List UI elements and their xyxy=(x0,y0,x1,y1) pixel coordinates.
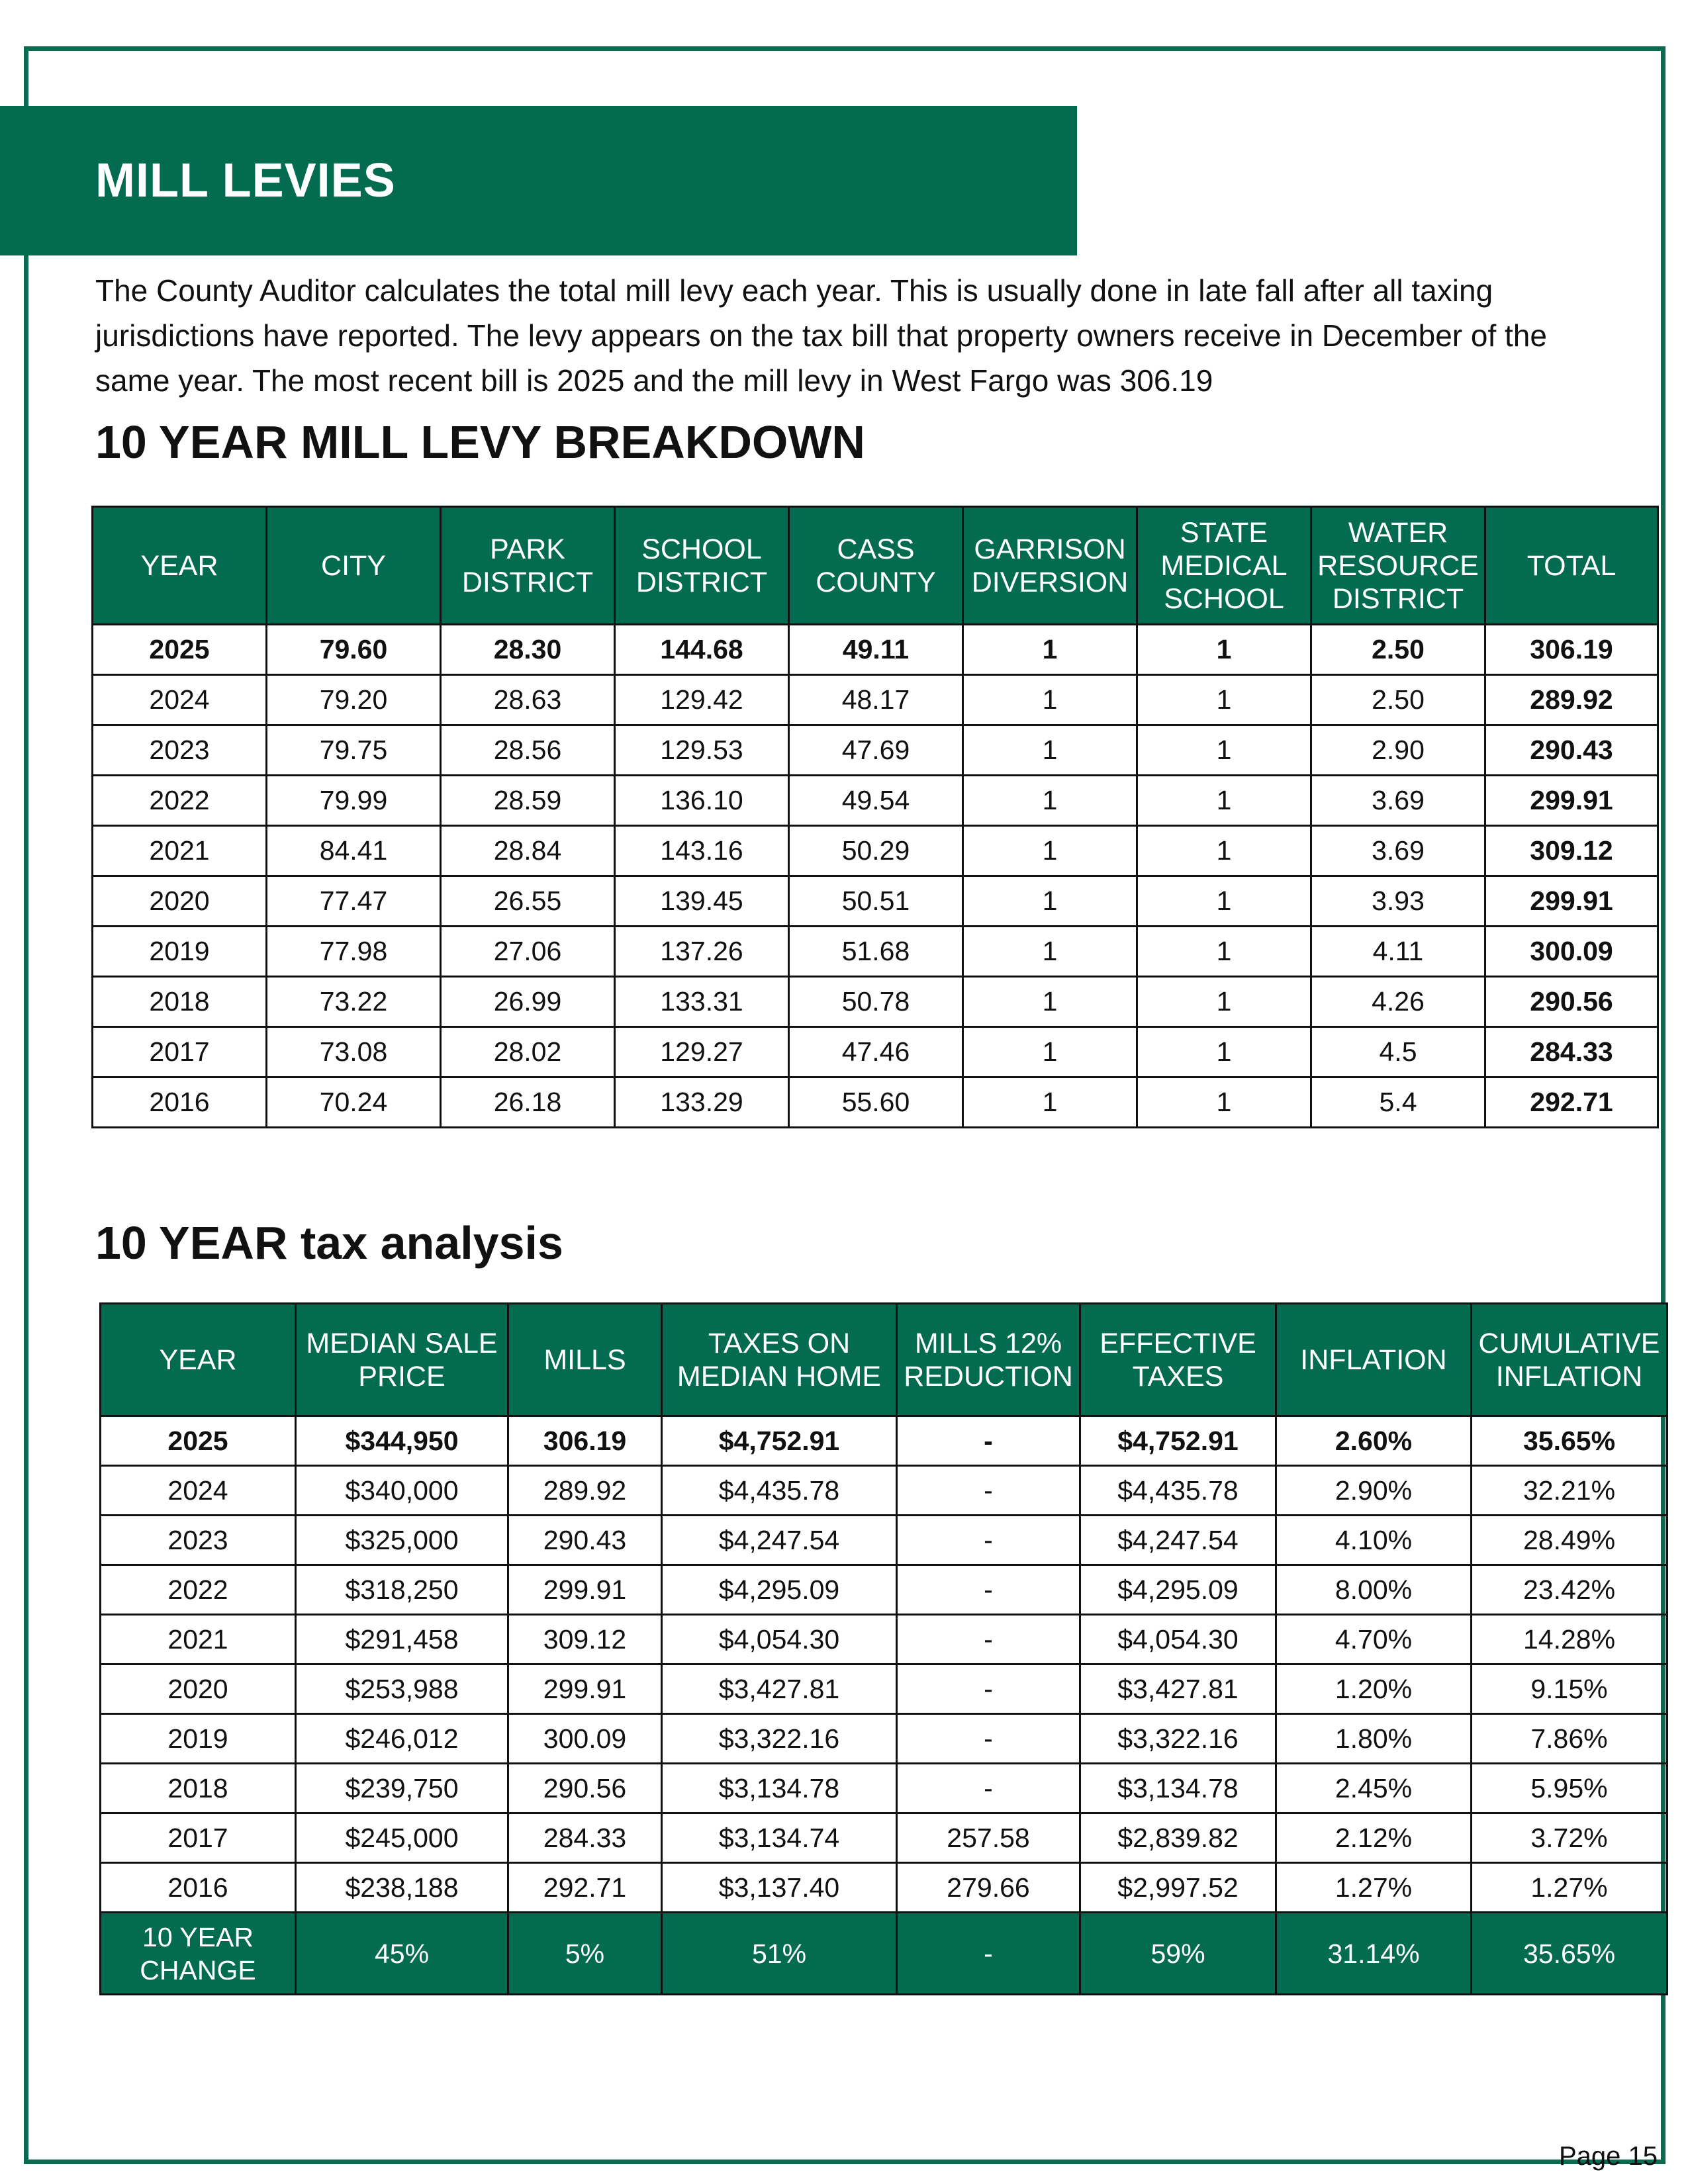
page-number: Page 15 xyxy=(1558,2142,1658,2171)
table-cell: 290.43 xyxy=(1485,725,1658,776)
table-cell: $3,427.81 xyxy=(1080,1664,1276,1714)
table-cell: 2017 xyxy=(101,1813,296,1863)
table-cell: - xyxy=(897,1764,1080,1813)
table-cell: $246,012 xyxy=(296,1714,508,1764)
table-row xyxy=(101,1664,1667,1714)
table-cell: 1 xyxy=(963,876,1137,927)
table-cell: 79.20 xyxy=(267,675,441,725)
mill-levy-header-cell: PARK DISTRICT xyxy=(441,507,615,625)
table-cell: $3,137.40 xyxy=(662,1863,897,1913)
table-cell: 28.84 xyxy=(441,826,615,876)
table-cell: 2021 xyxy=(93,826,267,876)
table-cell: 2.60% xyxy=(1276,1416,1472,1466)
table-cell: $4,247.54 xyxy=(1080,1516,1276,1565)
table-cell: 306.19 xyxy=(508,1416,662,1466)
table-cell: $325,000 xyxy=(296,1516,508,1565)
table-cell: 292.71 xyxy=(508,1863,662,1913)
table-cell: 2022 xyxy=(93,776,267,826)
table-cell: 79.60 xyxy=(267,625,441,675)
table-cell: 2023 xyxy=(101,1516,296,1565)
table-cell: 1 xyxy=(963,776,1137,826)
table-row xyxy=(101,1615,1667,1664)
table-cell: 300.09 xyxy=(508,1714,662,1764)
table-row xyxy=(93,675,1658,725)
table-cell: 14.28% xyxy=(1472,1615,1667,1664)
table-cell: $3,134.74 xyxy=(662,1813,897,1863)
table-cell: 290.43 xyxy=(508,1516,662,1565)
table-cell: 35.65% xyxy=(1472,1416,1667,1466)
mill-levy-table xyxy=(91,506,1659,1128)
table-cell: 144.68 xyxy=(615,625,789,675)
table-cell: 50.78 xyxy=(789,977,963,1027)
table-cell: 3.69 xyxy=(1311,776,1485,826)
table-cell: 1 xyxy=(1137,725,1311,776)
table-cell: 2.50 xyxy=(1311,625,1485,675)
table-cell: 2.90% xyxy=(1276,1466,1472,1516)
table-row xyxy=(101,1764,1667,1813)
table-cell: 2023 xyxy=(93,725,267,776)
table-cell: 2019 xyxy=(101,1714,296,1764)
table-cell: 28.63 xyxy=(441,675,615,725)
table-row xyxy=(101,1466,1667,1516)
table-cell: 8.00% xyxy=(1276,1565,1472,1615)
table-cell: 7.86% xyxy=(1472,1714,1667,1764)
table-cell: 1 xyxy=(1137,876,1311,927)
table-cell: $344,950 xyxy=(296,1416,508,1466)
table-cell: $2,997.52 xyxy=(1080,1863,1276,1913)
table-cell: 1 xyxy=(1137,977,1311,1027)
table-cell: 133.29 xyxy=(615,1077,789,1128)
footer-cell: 10 YEAR CHANGE xyxy=(101,1913,296,1995)
table-cell: $4,295.09 xyxy=(1080,1565,1276,1615)
table-cell: 84.41 xyxy=(267,826,441,876)
tax-analysis-header-cell: TAXES ON MEDIAN HOME xyxy=(662,1304,897,1416)
table-cell: 257.58 xyxy=(897,1813,1080,1863)
table-cell: 2016 xyxy=(93,1077,267,1128)
table-cell: 4.70% xyxy=(1276,1615,1472,1664)
table-cell: $3,134.78 xyxy=(1080,1764,1276,1813)
table-cell: 284.33 xyxy=(1485,1027,1658,1077)
table-cell: - xyxy=(897,1466,1080,1516)
table-cell: $2,839.82 xyxy=(1080,1813,1276,1863)
table-cell: 1.27% xyxy=(1472,1863,1667,1913)
table-cell: $3,427.81 xyxy=(662,1664,897,1714)
table-cell: 2025 xyxy=(101,1416,296,1466)
table-cell: 2017 xyxy=(93,1027,267,1077)
table-row xyxy=(93,725,1658,776)
table-cell: 48.17 xyxy=(789,675,963,725)
tax-analysis-header-row xyxy=(101,1304,1667,1416)
table-cell: 309.12 xyxy=(1485,826,1658,876)
footer-cell: 31.14% xyxy=(1276,1913,1472,1995)
table-cell: 26.55 xyxy=(441,876,615,927)
tax-analysis-table xyxy=(99,1302,1668,1995)
table-cell: 137.26 xyxy=(615,927,789,977)
ten-year-change-row xyxy=(101,1913,1667,1995)
table-cell: 47.46 xyxy=(789,1027,963,1077)
table-cell: 4.5 xyxy=(1311,1027,1485,1077)
mill-levy-title: 10 YEAR MILL LEVY BREAKDOWN xyxy=(95,416,865,468)
table-cell: $4,054.30 xyxy=(662,1615,897,1664)
table-cell: - xyxy=(897,1714,1080,1764)
table-row xyxy=(93,625,1658,675)
table-cell: 4.11 xyxy=(1311,927,1485,977)
tax-analysis-title: 10 YEAR tax analysis xyxy=(95,1217,563,1269)
table-cell: 2021 xyxy=(101,1615,296,1664)
mill-levy-header-cell: SCHOOL DISTRICT xyxy=(615,507,789,625)
table-cell: 50.29 xyxy=(789,826,963,876)
footer-cell: 45% xyxy=(296,1913,508,1995)
table-cell: 299.91 xyxy=(1485,776,1658,826)
table-cell: 5.95% xyxy=(1472,1764,1667,1813)
table-cell: 1 xyxy=(1137,625,1311,675)
footer-cell: 35.65% xyxy=(1472,1913,1667,1995)
table-cell: 28.56 xyxy=(441,725,615,776)
mill-levy-header-cell: TOTAL xyxy=(1485,507,1658,625)
table-cell: 1 xyxy=(1137,1027,1311,1077)
table-cell: 2018 xyxy=(101,1764,296,1813)
table-cell: 2024 xyxy=(101,1466,296,1516)
table-row xyxy=(93,776,1658,826)
table-cell: 1 xyxy=(963,927,1137,977)
table-cell: 1 xyxy=(1137,1077,1311,1128)
table-cell: 143.16 xyxy=(615,826,789,876)
table-cell: 4.26 xyxy=(1311,977,1485,1027)
table-cell: 129.27 xyxy=(615,1027,789,1077)
table-cell: $4,752.91 xyxy=(1080,1416,1276,1466)
table-cell: $291,458 xyxy=(296,1615,508,1664)
table-cell: 133.31 xyxy=(615,977,789,1027)
table-cell: 73.08 xyxy=(267,1027,441,1077)
table-cell: 51.68 xyxy=(789,927,963,977)
intro-paragraph: The County Auditor calculates the total mill levy each year. This is usually done in late fall after all taxing jurisdictions have reported. The levy appears on the tax bill that property owners receive in December of the same year. The most recent bill is 2025 and the mill levy in West Fargo was 306.19 xyxy=(95,273,1547,398)
table-cell: 26.18 xyxy=(441,1077,615,1128)
table-cell: 28.30 xyxy=(441,625,615,675)
table-cell: - xyxy=(897,1565,1080,1615)
table-cell: $245,000 xyxy=(296,1813,508,1863)
table-cell: 1 xyxy=(963,675,1137,725)
table-cell: $4,054.30 xyxy=(1080,1615,1276,1664)
mill-levy-header-cell: STATE MEDICAL SCHOOL xyxy=(1137,507,1311,625)
mill-levy-header-cell: CITY xyxy=(267,507,441,625)
table-cell: 2025 xyxy=(93,625,267,675)
table-cell: 77.47 xyxy=(267,876,441,927)
table-cell: 28.59 xyxy=(441,776,615,826)
table-cell: 47.69 xyxy=(789,725,963,776)
table-cell: 23.42% xyxy=(1472,1565,1667,1615)
table-cell: 1 xyxy=(963,625,1137,675)
table-cell: 279.66 xyxy=(897,1863,1080,1913)
table-cell: 1 xyxy=(963,725,1137,776)
footer-cell: 5% xyxy=(508,1913,662,1995)
table-cell: 292.71 xyxy=(1485,1077,1658,1128)
table-cell: 129.53 xyxy=(615,725,789,776)
table-cell: 70.24 xyxy=(267,1077,441,1128)
table-cell: $4,435.78 xyxy=(662,1466,897,1516)
table-cell: 50.51 xyxy=(789,876,963,927)
table-row xyxy=(101,1714,1667,1764)
table-cell: - xyxy=(897,1615,1080,1664)
table-cell: 32.21% xyxy=(1472,1466,1667,1516)
table-row xyxy=(101,1863,1667,1913)
footer-cell: 51% xyxy=(662,1913,897,1995)
table-cell: 3.93 xyxy=(1311,876,1485,927)
table-cell: 1 xyxy=(963,977,1137,1027)
tax-analysis-header-cell: YEAR xyxy=(101,1304,296,1416)
table-cell: 1 xyxy=(963,826,1137,876)
table-row xyxy=(93,977,1658,1027)
table-cell: $239,750 xyxy=(296,1764,508,1813)
table-cell: 49.11 xyxy=(789,625,963,675)
table-cell: 2020 xyxy=(101,1664,296,1714)
table-cell: 1.20% xyxy=(1276,1664,1472,1714)
table-cell: 5.4 xyxy=(1311,1077,1485,1128)
table-row xyxy=(101,1565,1667,1615)
mill-levy-header-cell: WATER RESOURCE DISTRICT xyxy=(1311,507,1485,625)
mill-levy-header-cell: GARRISON DIVERSION xyxy=(963,507,1137,625)
table-cell: 26.99 xyxy=(441,977,615,1027)
table-cell: 2018 xyxy=(93,977,267,1027)
table-cell: $318,250 xyxy=(296,1565,508,1615)
table-cell: - xyxy=(897,1416,1080,1466)
table-cell: $4,247.54 xyxy=(662,1516,897,1565)
table-cell: $238,188 xyxy=(296,1863,508,1913)
mill-levy-header-cell: YEAR xyxy=(93,507,267,625)
tax-analysis-header-cell: MEDIAN SALE PRICE xyxy=(296,1304,508,1416)
table-cell: 1 xyxy=(963,1027,1137,1077)
table-cell: 2020 xyxy=(93,876,267,927)
table-cell: 2022 xyxy=(101,1565,296,1615)
table-cell: 2.50 xyxy=(1311,675,1485,725)
table-cell: 28.49% xyxy=(1472,1516,1667,1565)
table-cell: 129.42 xyxy=(615,675,789,725)
table-cell: 290.56 xyxy=(1485,977,1658,1027)
table-cell: 289.92 xyxy=(1485,675,1658,725)
table-cell: 4.10% xyxy=(1276,1516,1472,1565)
table-row xyxy=(93,927,1658,977)
table-cell: 299.91 xyxy=(1485,876,1658,927)
table-row xyxy=(93,876,1658,927)
table-cell: $4,295.09 xyxy=(662,1565,897,1615)
table-cell: $4,752.91 xyxy=(662,1416,897,1466)
table-cell: 299.91 xyxy=(508,1664,662,1714)
table-cell: 27.06 xyxy=(441,927,615,977)
table-cell: 49.54 xyxy=(789,776,963,826)
table-cell: 79.75 xyxy=(267,725,441,776)
table-cell: 2.45% xyxy=(1276,1764,1472,1813)
table-cell: 289.92 xyxy=(508,1466,662,1516)
table-cell: 2.12% xyxy=(1276,1813,1472,1863)
table-cell: 1 xyxy=(1137,675,1311,725)
tax-analysis-header-cell: CUMULATIVE INFLATION xyxy=(1472,1304,1667,1416)
table-cell: - xyxy=(897,1664,1080,1714)
table-cell: 1.27% xyxy=(1276,1863,1472,1913)
page-title: MILL LEVIES xyxy=(0,106,1077,255)
table-cell: $340,000 xyxy=(296,1466,508,1516)
table-cell: 73.22 xyxy=(267,977,441,1027)
table-row xyxy=(93,1027,1658,1077)
table-cell: 1 xyxy=(1137,776,1311,826)
table-row xyxy=(101,1516,1667,1565)
table-cell: 1.80% xyxy=(1276,1714,1472,1764)
tax-analysis-header-cell: MILLS xyxy=(508,1304,662,1416)
table-cell: 290.56 xyxy=(508,1764,662,1813)
table-cell: 300.09 xyxy=(1485,927,1658,977)
table-cell: 77.98 xyxy=(267,927,441,977)
tax-analysis-header-cell: INFLATION xyxy=(1276,1304,1472,1416)
table-cell: $3,322.16 xyxy=(662,1714,897,1764)
table-cell: - xyxy=(897,1516,1080,1565)
table-cell: 1 xyxy=(1137,826,1311,876)
table-cell: 28.02 xyxy=(441,1027,615,1077)
table-cell: 3.69 xyxy=(1311,826,1485,876)
table-cell: 136.10 xyxy=(615,776,789,826)
footer-cell: 59% xyxy=(1080,1913,1276,1995)
table-cell: 2019 xyxy=(93,927,267,977)
table-cell: 79.99 xyxy=(267,776,441,826)
mill-levy-header-row xyxy=(93,507,1658,625)
table-row xyxy=(93,826,1658,876)
table-cell: 2024 xyxy=(93,675,267,725)
table-cell: $4,435.78 xyxy=(1080,1466,1276,1516)
table-cell: 55.60 xyxy=(789,1077,963,1128)
table-row xyxy=(101,1416,1667,1466)
table-cell: $3,322.16 xyxy=(1080,1714,1276,1764)
table-cell: 2016 xyxy=(101,1863,296,1913)
table-cell: $3,134.78 xyxy=(662,1764,897,1813)
table-cell: 309.12 xyxy=(508,1615,662,1664)
table-cell: 284.33 xyxy=(508,1813,662,1863)
table-row xyxy=(93,1077,1658,1128)
table-cell: 2.90 xyxy=(1311,725,1485,776)
table-cell: 1 xyxy=(963,1077,1137,1128)
table-cell: 3.72% xyxy=(1472,1813,1667,1863)
tax-analysis-header-cell: EFFECTIVE TAXES xyxy=(1080,1304,1276,1416)
mill-levy-header-cell: CASS COUNTY xyxy=(789,507,963,625)
table-cell: 306.19 xyxy=(1485,625,1658,675)
footer-cell: - xyxy=(897,1913,1080,1995)
table-cell: $253,988 xyxy=(296,1664,508,1714)
table-row xyxy=(101,1813,1667,1863)
tax-analysis-header-cell: MILLS 12% REDUCTION xyxy=(897,1304,1080,1416)
table-cell: 9.15% xyxy=(1472,1664,1667,1714)
table-cell: 139.45 xyxy=(615,876,789,927)
table-cell: 1 xyxy=(1137,927,1311,977)
table-cell: 299.91 xyxy=(508,1565,662,1615)
